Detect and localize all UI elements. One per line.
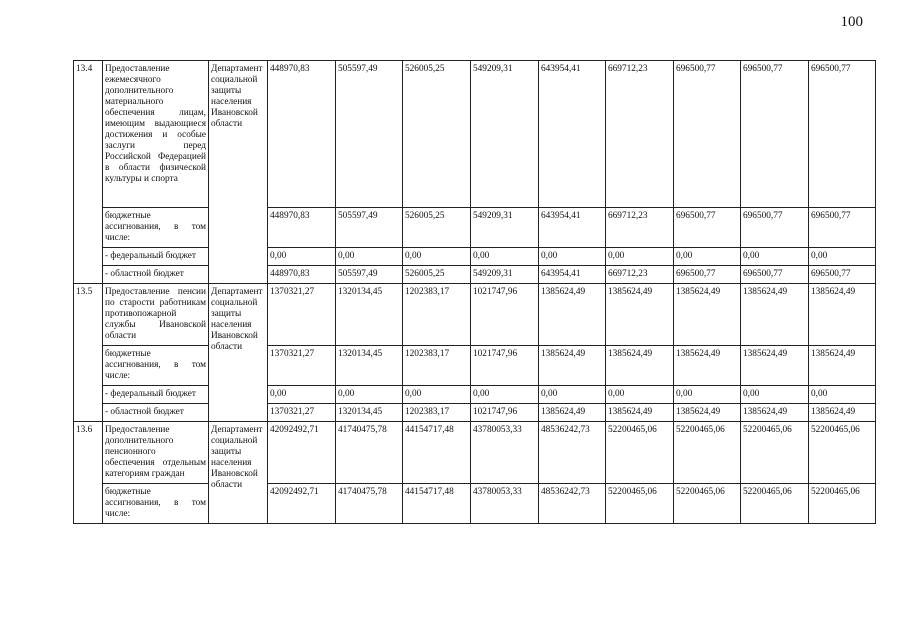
value-cell: 1021747,96	[471, 284, 539, 346]
regional-budget-label: - областной бюджет	[103, 404, 209, 422]
federal-budget-label: - федеральный бюджет	[103, 248, 209, 266]
value-cell: 0,00	[336, 248, 403, 266]
value-cell: 48536242,73	[539, 422, 606, 484]
value-cell: 696500,77	[674, 266, 741, 284]
value-cell: 0,00	[268, 386, 336, 404]
assignments-label: бюджетные ассигнования, в том числе:	[103, 208, 209, 248]
value-cell: 549209,31	[471, 266, 539, 284]
value-cell: 0,00	[471, 386, 539, 404]
value-cell: 44154717,48	[403, 422, 471, 484]
value-cell: 43780053,33	[471, 422, 539, 484]
table-row	[74, 404, 876, 422]
value-cell: 41740475,78	[336, 422, 403, 484]
value-cell: 1385624,49	[809, 346, 876, 386]
table-row	[74, 422, 876, 484]
federal-budget-label: - федеральный бюджет	[103, 386, 209, 404]
value-cell: 43780053,33	[471, 484, 539, 524]
value-cell: 1385624,49	[741, 346, 809, 386]
department: Департамент социальной защиты населения Ивановской области	[209, 284, 268, 422]
value-cell: 0,00	[403, 386, 471, 404]
value-cell: 0,00	[674, 248, 741, 266]
value-cell: 1202383,17	[403, 346, 471, 386]
value-cell: 0,00	[539, 386, 606, 404]
table-row	[74, 208, 876, 248]
value-cell: 1385624,49	[606, 346, 674, 386]
value-cell: 52200465,06	[741, 484, 809, 524]
measure-name: Предоставление дополнительного пенсионного обеспечения отдельным категориям граждан	[103, 422, 209, 484]
value-cell: 1370321,27	[268, 346, 336, 386]
value-cell: 696500,77	[809, 266, 876, 284]
department: Департамент социальной защиты населения Ивановской области	[209, 422, 268, 524]
value-cell: 1320134,45	[336, 346, 403, 386]
table-row	[74, 386, 876, 404]
value-cell: 526005,25	[403, 266, 471, 284]
value-cell: 0,00	[606, 248, 674, 266]
row-index: 13.5	[74, 284, 103, 422]
value-cell: 1385624,49	[539, 404, 606, 422]
value-cell: 1385624,49	[674, 404, 741, 422]
page-number: 100	[840, 14, 863, 30]
value-cell: 696500,77	[674, 61, 741, 208]
value-cell: 48536242,73	[539, 484, 606, 524]
value-cell: 44154717,48	[403, 484, 471, 524]
value-cell: 1021747,96	[471, 346, 539, 386]
value-cell: 0,00	[539, 248, 606, 266]
row-index: 13.4	[74, 61, 103, 284]
value-cell: 505597,49	[336, 266, 403, 284]
value-cell: 696500,77	[741, 208, 809, 248]
regional-budget-label: - областной бюджет	[103, 266, 209, 284]
measure-name: Предоставление ежемесячного дополнительного материального обеспечения лицам, имеющим выдающиеся достижения и особые заслуги перед Российской Федерацией в области физической культуры и спорта	[103, 61, 209, 208]
budget-table	[73, 60, 876, 524]
value-cell: 0,00	[809, 386, 876, 404]
value-cell: 0,00	[741, 248, 809, 266]
value-cell: 448970,83	[268, 61, 336, 208]
value-cell: 1385624,49	[741, 404, 809, 422]
table-row	[74, 484, 876, 524]
value-cell: 0,00	[809, 248, 876, 266]
value-cell: 42092492,71	[268, 422, 336, 484]
value-cell: 448970,83	[268, 208, 336, 248]
table-row	[74, 248, 876, 266]
measure-name: Предоставление пенсии по старости работникам противопожарной службы Ивановской области	[103, 284, 209, 346]
value-cell: 643954,41	[539, 266, 606, 284]
value-cell: 1320134,45	[336, 404, 403, 422]
value-cell: 505597,49	[336, 208, 403, 248]
value-cell: 526005,25	[403, 61, 471, 208]
value-cell: 448970,83	[268, 266, 336, 284]
row-index: 13.6	[74, 422, 103, 524]
value-cell: 549209,31	[471, 208, 539, 248]
value-cell: 1385624,49	[539, 284, 606, 346]
value-cell: 696500,77	[809, 61, 876, 208]
value-cell: 52200465,06	[606, 484, 674, 524]
value-cell: 1370321,27	[268, 404, 336, 422]
value-cell: 669712,23	[606, 208, 674, 248]
table-row	[74, 266, 876, 284]
value-cell: 1385624,49	[539, 346, 606, 386]
value-cell: 42092492,71	[268, 484, 336, 524]
value-cell: 696500,77	[809, 208, 876, 248]
value-cell: 52200465,06	[741, 422, 809, 484]
value-cell: 669712,23	[606, 61, 674, 208]
value-cell: 0,00	[471, 248, 539, 266]
value-cell: 0,00	[403, 248, 471, 266]
value-cell: 1385624,49	[674, 284, 741, 346]
value-cell: 505597,49	[336, 61, 403, 208]
value-cell: 1385624,49	[606, 404, 674, 422]
value-cell: 52200465,06	[606, 422, 674, 484]
value-cell: 696500,77	[741, 266, 809, 284]
assignments-label: бюджетные ассигнования, в том числе:	[103, 484, 209, 524]
value-cell: 669712,23	[606, 266, 674, 284]
table-row	[74, 61, 876, 208]
value-cell: 549209,31	[471, 61, 539, 208]
value-cell: 52200465,06	[674, 484, 741, 524]
value-cell: 52200465,06	[809, 422, 876, 484]
value-cell: 696500,77	[741, 61, 809, 208]
value-cell: 643954,41	[539, 61, 606, 208]
assignments-label: бюджетные ассигнования, в том числе:	[103, 346, 209, 386]
value-cell: 1202383,17	[403, 404, 471, 422]
table-row	[74, 284, 876, 346]
value-cell: 696500,77	[674, 208, 741, 248]
table-row	[74, 346, 876, 386]
value-cell: 1385624,49	[809, 284, 876, 346]
value-cell: 1385624,49	[674, 346, 741, 386]
value-cell: 1202383,17	[403, 284, 471, 346]
value-cell: 52200465,06	[674, 422, 741, 484]
value-cell: 0,00	[741, 386, 809, 404]
value-cell: 1021747,96	[471, 404, 539, 422]
value-cell: 0,00	[336, 386, 403, 404]
department: Департамент социальной защиты населения Ивановской области	[209, 61, 268, 284]
value-cell: 1370321,27	[268, 284, 336, 346]
value-cell: 52200465,06	[809, 484, 876, 524]
value-cell: 0,00	[268, 248, 336, 266]
value-cell: 1385624,49	[741, 284, 809, 346]
value-cell: 1385624,49	[809, 404, 876, 422]
value-cell: 526005,25	[403, 208, 471, 248]
value-cell: 1385624,49	[606, 284, 674, 346]
value-cell: 0,00	[674, 386, 741, 404]
value-cell: 0,00	[606, 386, 674, 404]
value-cell: 643954,41	[539, 208, 606, 248]
value-cell: 41740475,78	[336, 484, 403, 524]
value-cell: 1320134,45	[336, 284, 403, 346]
